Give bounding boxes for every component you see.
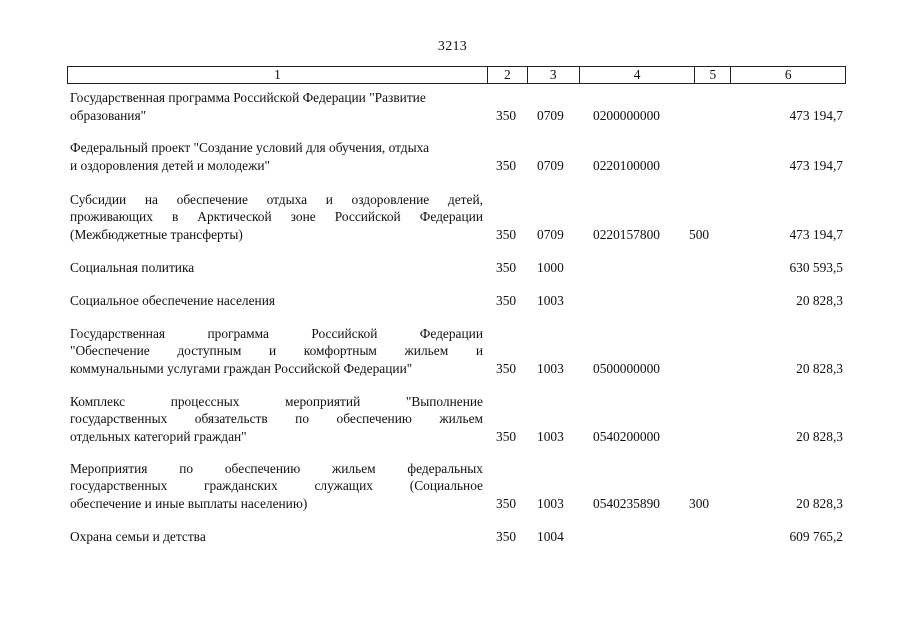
row-name-line: образования" xyxy=(70,107,147,123)
row-name-line: отдельных категорий граждан" xyxy=(70,428,247,444)
cell-col-4: 0200000000 xyxy=(593,107,660,123)
row-name-line: коммунальными услугами граждан Российской Федерации" xyxy=(70,360,413,376)
row-name-line: Федеральный проект "Создание условий для обучения, отдыха xyxy=(70,140,430,155)
cell-col-3: 0709 xyxy=(537,157,564,173)
cell-col-3: 1003 xyxy=(537,360,564,376)
cell-col-6: 473 194,7 xyxy=(789,226,843,242)
column-header-3: 3 xyxy=(528,67,580,83)
cell-col-6: 630 593,5 xyxy=(789,259,843,275)
column-header-4: 4 xyxy=(580,67,696,83)
cell-col-4: 0540200000 xyxy=(593,428,660,444)
row-name-line: и оздоровления детей и молодежи" xyxy=(70,157,270,173)
page-number: 3213 xyxy=(437,39,468,54)
row-name-line: обеспечение и иные выплаты населению) xyxy=(70,495,308,511)
cell-col-2: 350 xyxy=(496,360,517,376)
cell-col-2: 350 xyxy=(496,292,517,308)
cell-col-6: 20 828,3 xyxy=(796,495,843,511)
cell-col-5: 300 xyxy=(689,495,710,511)
cell-col-3: 1003 xyxy=(537,428,564,444)
cell-col-3: 1004 xyxy=(537,528,564,544)
cell-col-6: 20 828,3 xyxy=(796,428,843,444)
cell-col-6: 609 765,2 xyxy=(789,528,843,544)
cell-col-2: 350 xyxy=(496,428,517,444)
cell-col-2: 350 xyxy=(496,226,517,242)
column-header-6: 6 xyxy=(784,67,792,82)
cell-col-4: 0220157800 xyxy=(593,226,660,242)
cell-col-2: 350 xyxy=(496,157,517,173)
column-header-5: 5 xyxy=(695,67,731,83)
cell-col-6: 473 194,7 xyxy=(789,107,843,123)
row-name-line: (Межбюджетные трансферты) xyxy=(70,226,243,242)
cell-col-2: 350 xyxy=(496,259,517,275)
row-name-line: Государственная программа Российской Федерации xyxy=(70,325,483,341)
cell-col-3: 1003 xyxy=(537,495,564,511)
cell-col-6: 20 828,3 xyxy=(796,292,843,308)
row-name-line: государственных обязательств по обеспечению жильем xyxy=(70,411,483,426)
row-name-line: государственных гражданских служащих (Социальное xyxy=(70,478,483,493)
cell-col-3: 0709 xyxy=(537,107,564,123)
cell-col-6: 473 194,7 xyxy=(789,157,843,173)
cell-col-3: 1003 xyxy=(537,292,564,308)
cell-col-2: 350 xyxy=(496,495,517,511)
row-name-line: проживающих в Арктической зоне Российской Федерации xyxy=(70,209,483,224)
cell-col-4: 0220100000 xyxy=(593,157,660,173)
cell-col-4: 0540235890 xyxy=(593,495,660,511)
cell-col-6: 20 828,3 xyxy=(796,360,843,376)
row-name-line: Охрана семьи и детства xyxy=(70,528,206,544)
cell-col-2: 350 xyxy=(496,528,517,544)
cell-col-2: 350 xyxy=(496,107,517,123)
row-name-line: Социальное обеспечение населения xyxy=(70,292,276,308)
row-name-line: Комплекс процессных мероприятий "Выполнение xyxy=(70,393,483,409)
row-name-line: Государственная программа Российской Федерации "Развитие xyxy=(70,90,426,105)
row-name-line: "Обеспечение доступным и комфортным жильем и xyxy=(70,343,483,358)
cell-col-3: 0709 xyxy=(537,226,564,242)
column-header-1: 1 xyxy=(68,67,488,83)
row-name-line: Мероприятия по обеспечению жильем федеральных xyxy=(70,460,483,476)
column-header-2: 2 xyxy=(488,67,528,83)
cell-col-5: 500 xyxy=(689,226,710,242)
cell-col-3: 1000 xyxy=(537,259,564,275)
row-name xyxy=(70,528,483,546)
cell-col-4: 0500000000 xyxy=(593,360,660,376)
row-name-line: Социальная политика xyxy=(70,259,195,275)
row-name-line: Субсидии на обеспечение отдыха и оздоровление детей, xyxy=(70,191,483,207)
